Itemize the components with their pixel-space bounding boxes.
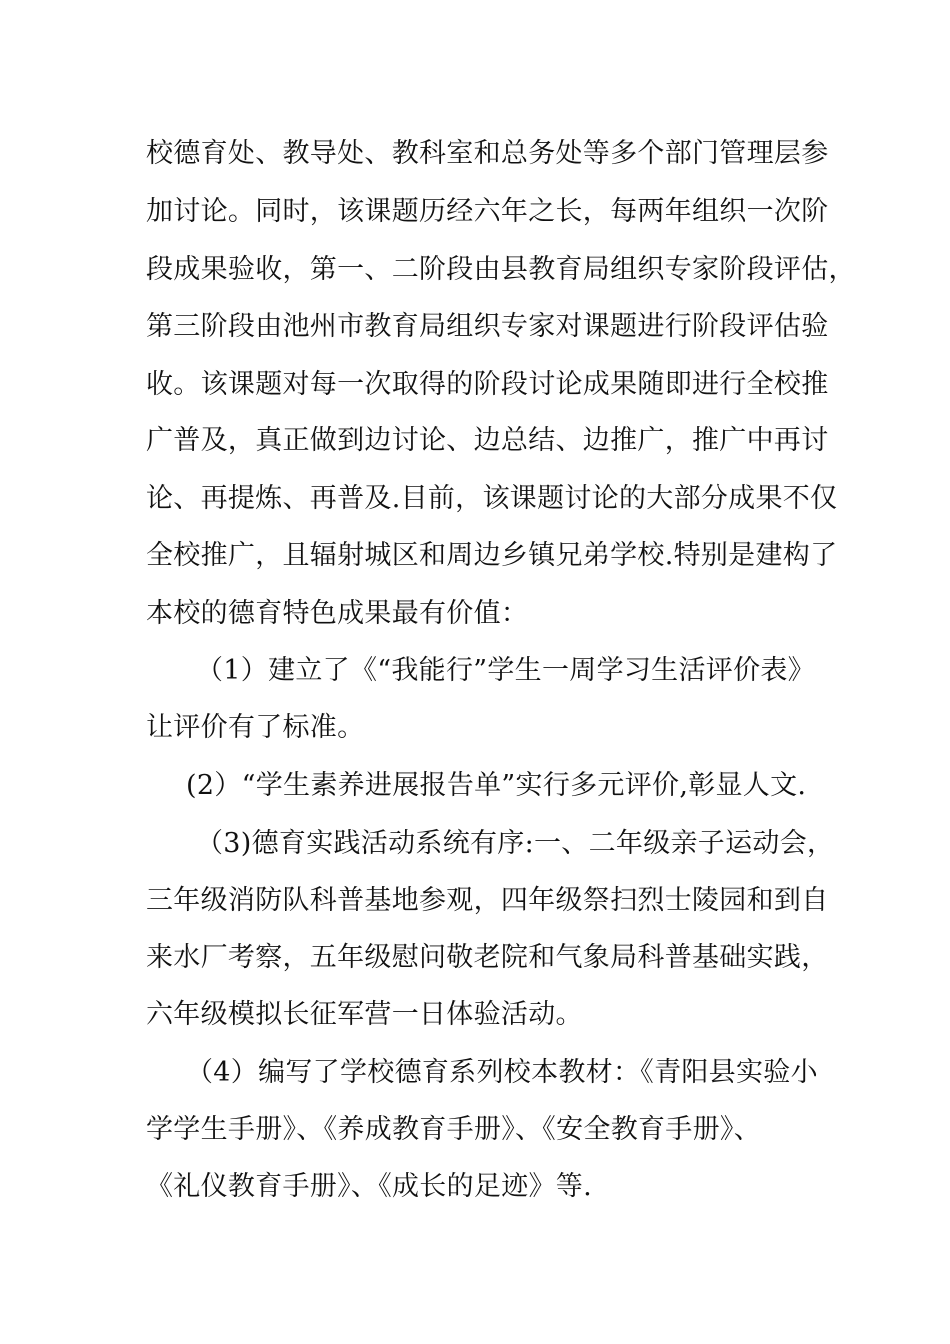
paragraph-line: 全校推广，且辐射城区和周边乡镇兄弟学校.特别是建构了	[146, 540, 838, 571]
paragraph-line: 广普及，真正做到边讨论、边总结、边推广，推广中再讨	[146, 425, 829, 456]
list-item-4-line: （4）编写了学校德育系列校本教材：《青阳县实验小	[186, 1057, 818, 1088]
list-item-4-line: 学学生手册》、《养成教育手册》、《安全教育手册》、	[146, 1114, 761, 1145]
list-item-4-line: 《礼仪教育手册》、《成长的足迹》等.	[146, 1171, 592, 1202]
paragraph-line: 本校的德育特色成果最有价值：	[146, 598, 529, 629]
list-item-3-line: 六年级模拟长征军营一日体验活动。	[146, 999, 583, 1030]
paragraph-line: 段成果验收，第一、二阶段由县教育局组织专家阶段评估，	[146, 254, 856, 285]
list-item-3-line: 来水厂考察，五年级慰问敬老院和气象局科普基础实践，	[146, 942, 829, 973]
list-item-1-line: 让评价有了标准。	[146, 712, 365, 743]
paragraph-line: 论、再提炼、再普及.目前，该课题讨论的大部分成果不仅	[146, 483, 838, 514]
list-item-2-line: (2）“学生素养进展报告单”实行多元评价,彰显人文.	[186, 770, 807, 801]
paragraph-line: 收。该课题对每一次取得的阶段讨论成果随即进行全校推	[146, 369, 829, 400]
paragraph-line: 校德育处、教导处、教科室和总务处等多个部门管理层参	[146, 138, 829, 169]
paragraph-line: 加讨论。同时，该课题历经六年之长，每两年组织一次阶	[146, 196, 829, 227]
list-item-3-line: （3)德育实践活动系统有序:一、二年级亲子运动会，	[196, 828, 835, 859]
paragraph-line: 第三阶段由池州市教育局组织专家对课题进行阶段评估验	[146, 311, 829, 342]
list-item-3-line: 三年级消防队科普基地参观，四年级祭扫烈士陵园和到自	[146, 885, 829, 916]
list-item-1-line: （1）建立了《“我能行”学生一周学习生活评价表》	[196, 655, 815, 686]
